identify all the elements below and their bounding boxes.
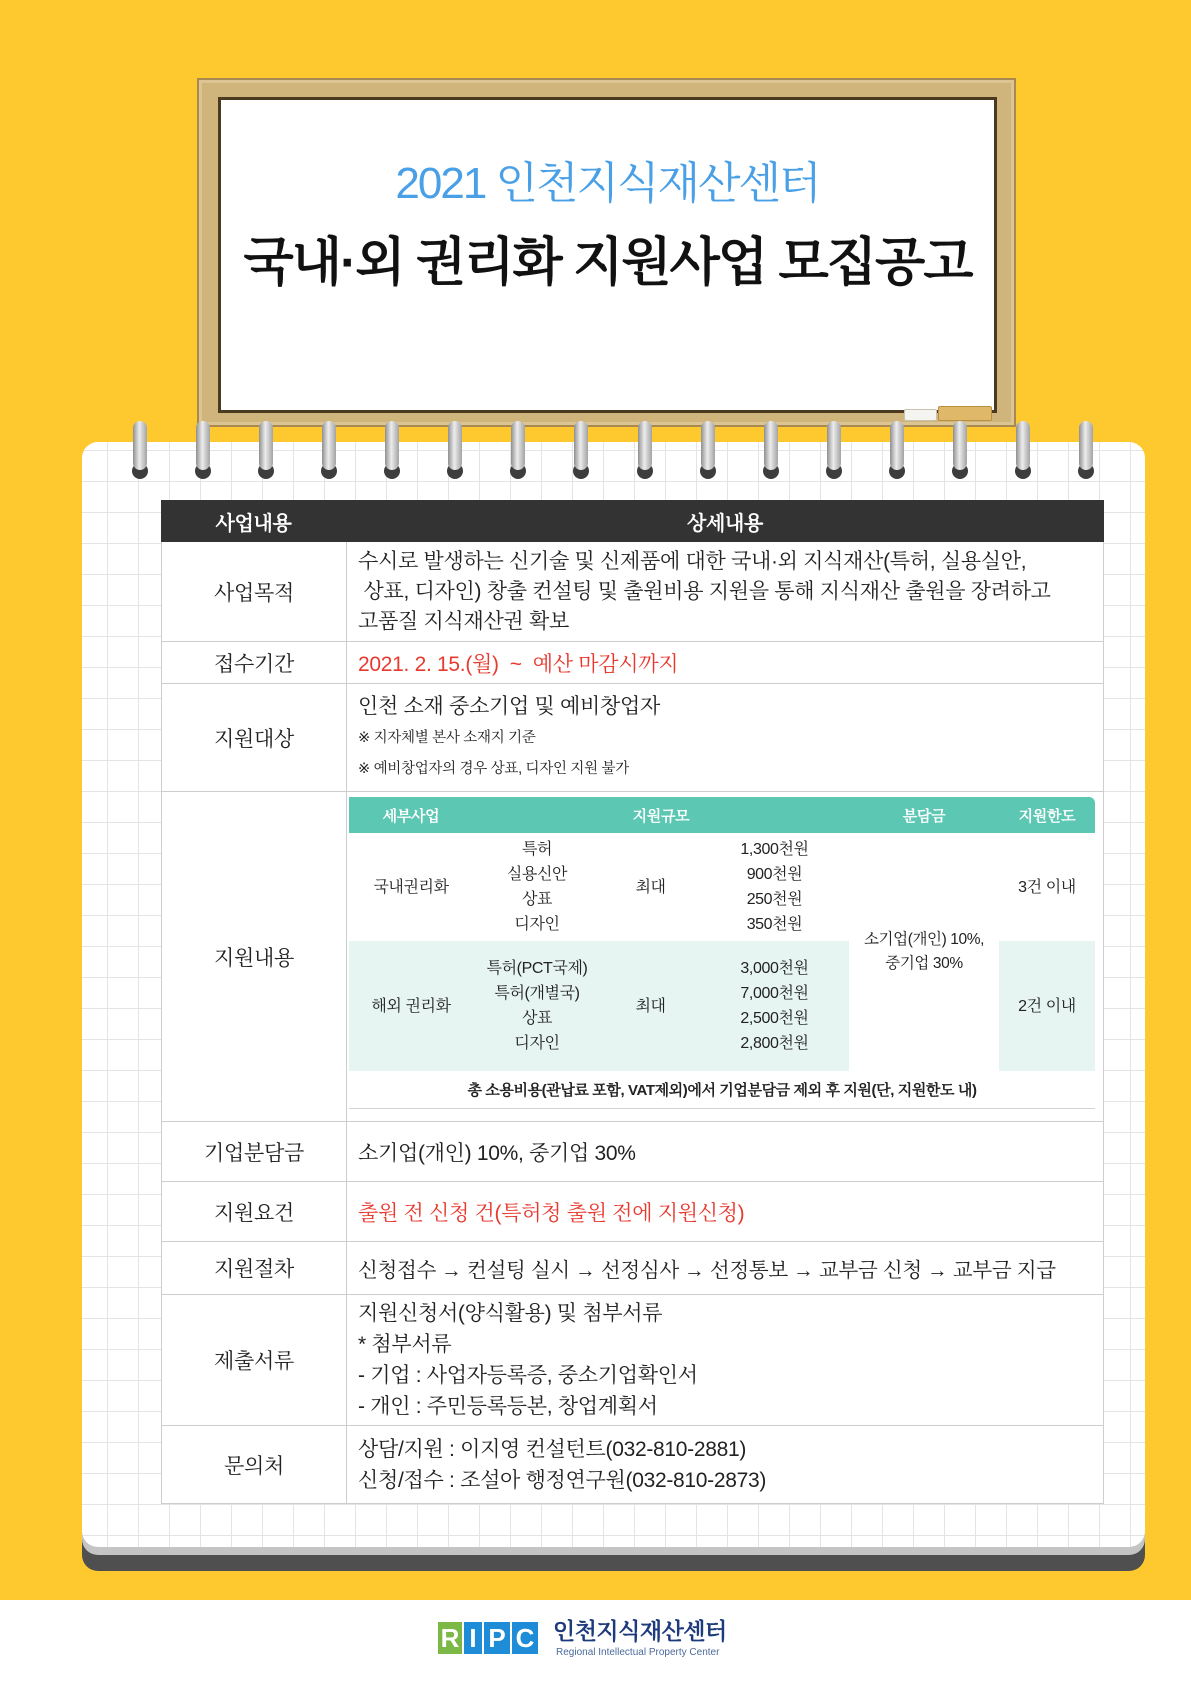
cost-share-text: 소기업(개인) 10%, 중기업 30%: [358, 1141, 636, 1165]
row-procedure: [162, 1242, 1103, 1295]
share-line: 소기업(개인) 10%,: [863, 931, 985, 948]
amount-value: 1,300천원: [740, 841, 809, 858]
amount-value: 7,000천원: [740, 985, 809, 1002]
subtable-header-share: 분담금: [849, 797, 999, 833]
item-label: 실용신안: [506, 866, 568, 883]
poster-subtitle: 2021 인천지식재산센터: [395, 159, 820, 208]
spiral-ring: [511, 421, 525, 479]
row-documents: [162, 1295, 1103, 1426]
domestic-items: [473, 833, 601, 941]
subtable-header-limit: 지원한도: [999, 797, 1095, 833]
footer-bar: [0, 1600, 1191, 1684]
procedure-text: 신청접수 → 컨설팅 실시 → 선정심사 → 선정통보 → 교부금 신청 → 교부금 지급: [358, 1259, 1056, 1282]
spiral-ring: [196, 421, 210, 479]
row-label-documents: 제출서류: [162, 1295, 347, 1425]
support-subtable: [349, 797, 1095, 1071]
header-detail-column: 상세내용: [686, 512, 764, 535]
logo-english-name: Regional Intellectual Property Center: [556, 1647, 720, 1658]
spiral-ring: [1016, 421, 1030, 479]
max-label: 최대: [635, 878, 666, 896]
logo-letter: R: [438, 1622, 462, 1654]
program-table: [161, 500, 1104, 1504]
purpose-text: [347, 542, 1103, 641]
amount-value: 3,000천원: [740, 960, 809, 977]
spiral-ring: [574, 421, 588, 479]
row-contact: [162, 1426, 1103, 1503]
logo-letter: I: [464, 1622, 482, 1654]
spiral-ring: [259, 421, 273, 479]
period-text: 2021. 2. 15.(월) ~ 예산 마감시까지: [358, 652, 679, 676]
item-label: 특허: [521, 841, 553, 858]
share-rate: [849, 833, 999, 1071]
documents-line: * 첨부서류: [358, 1333, 452, 1356]
contact-line: 상담/지원 : 이지영 컨설턴트(032-810-2881): [358, 1437, 747, 1461]
amount-value: 350천원: [746, 916, 803, 933]
program-overseas: 해외 권리화: [349, 941, 473, 1071]
spiral-ring: [385, 421, 399, 479]
spiral-ring: [827, 421, 841, 479]
amount-value: 250천원: [746, 891, 803, 908]
documents-line: 지원신청서(양식활용) 및 첨부서류: [358, 1302, 663, 1325]
row-period: [162, 642, 1103, 684]
target-text: [347, 684, 1103, 791]
poster-title: 국내·외 권리화 지원사업 모집공고: [243, 234, 972, 292]
documents-line: - 기업 : 사업자등록증, 중소기업확인서: [358, 1364, 698, 1387]
documents-text: [347, 1295, 1103, 1425]
amount-value: 900천원: [746, 866, 803, 883]
subtable-header-scale: 지원규모: [473, 797, 849, 833]
item-label: 특허(PCT국제): [486, 960, 588, 977]
domestic-limit: 3건 이내: [1018, 878, 1076, 896]
board-eraser: [938, 406, 992, 421]
purpose-line: 상표, 디자인) 창출 컨설팅 및 출원비용 지원을 통해 지식재산 출원을 장려하고: [358, 579, 1051, 603]
table-header-row: [161, 500, 1104, 542]
program-domestic: 국내권리화: [373, 878, 449, 896]
row-label-purpose: 사업목적: [162, 542, 347, 641]
contact-line: 신청/접수 : 조설아 행정연구원(032-810-2873): [358, 1468, 767, 1492]
support-footnote: 총 소용비용(관납료 포함, VAT제외)에서 기업분담금 제외 후 지원(단, 지원한도 내): [349, 1071, 1095, 1109]
spiral-ring: [890, 421, 904, 479]
share-line: 중기업 30%: [885, 955, 963, 972]
item-label: 특허(개별국): [494, 985, 580, 1002]
spiral-ring: [701, 421, 715, 479]
item-label: 디자인: [514, 916, 560, 933]
header-label-column: 사업내용: [215, 512, 292, 535]
documents-line: - 개인 : 주민등록등본, 창업계획서: [358, 1395, 658, 1418]
row-target: [162, 684, 1103, 792]
ripc-logo: [438, 1617, 738, 1661]
contact-text: [347, 1426, 1103, 1503]
row-label-support: 지원내용: [162, 792, 347, 1121]
ripc-logo-mark: [438, 1622, 538, 1654]
requirement-text: 출원 전 신청 건(특허청 출원 전에 지원신청): [358, 1201, 745, 1225]
row-cost-share: [162, 1122, 1103, 1182]
spiral-ring: [953, 421, 967, 479]
subtable-header-program: 세부사업: [349, 797, 473, 833]
amount-value: 2,800천원: [740, 1035, 809, 1052]
item-label: 상표: [521, 1010, 553, 1027]
row-label-target: 지원대상: [162, 684, 347, 791]
item-label: 디자인: [514, 1035, 560, 1052]
spiral-ring: [322, 421, 336, 479]
row-purpose: [162, 542, 1103, 642]
row-label-contact: 문의처: [162, 1426, 347, 1503]
row-label-procedure: 지원절차: [162, 1242, 347, 1294]
purpose-line: 고품질 지식재산권 확보: [358, 609, 569, 633]
item-label: 상표: [521, 891, 553, 908]
spiral-ring: [1079, 421, 1093, 479]
spiral-ring: [638, 421, 652, 479]
spiral-ring: [133, 421, 147, 479]
target-note: ※ 지자체별 본사 소재지 기준: [358, 729, 536, 746]
overseas-amounts: [700, 941, 849, 1071]
support-detail: [347, 792, 1103, 1121]
chalk-piece: [904, 409, 937, 421]
row-label-requirement: 지원요건: [162, 1182, 347, 1241]
row-label-cost-share: 기업분담금: [162, 1122, 347, 1181]
target-main: 인천 소재 중소기업 및 예비창업자: [358, 694, 660, 718]
purpose-line: 수시로 발생하는 신기술 및 신제품에 대한 국내·외 지식재산(특허, 실용실안,: [358, 549, 1027, 573]
amount-value: 2,500천원: [740, 1010, 809, 1027]
logo-letter: C: [512, 1622, 538, 1654]
overseas-limit: 2건 이내: [999, 941, 1095, 1071]
spiral-binding: [133, 421, 1093, 479]
max-label: 최대: [601, 941, 700, 1071]
overseas-items: [473, 941, 601, 1071]
logo-name: 인천지식재산센터: [553, 1618, 727, 1644]
row-label-period: 접수기간: [162, 642, 347, 683]
spiral-ring: [764, 421, 778, 479]
logo-letter: P: [484, 1622, 510, 1654]
target-note: ※ 예비창업자의 경우 상표, 디자인 지원 불가: [358, 760, 629, 777]
spiral-ring: [448, 421, 462, 479]
domestic-amounts: [700, 833, 849, 941]
row-support: [162, 792, 1103, 1122]
row-requirement: [162, 1182, 1103, 1242]
